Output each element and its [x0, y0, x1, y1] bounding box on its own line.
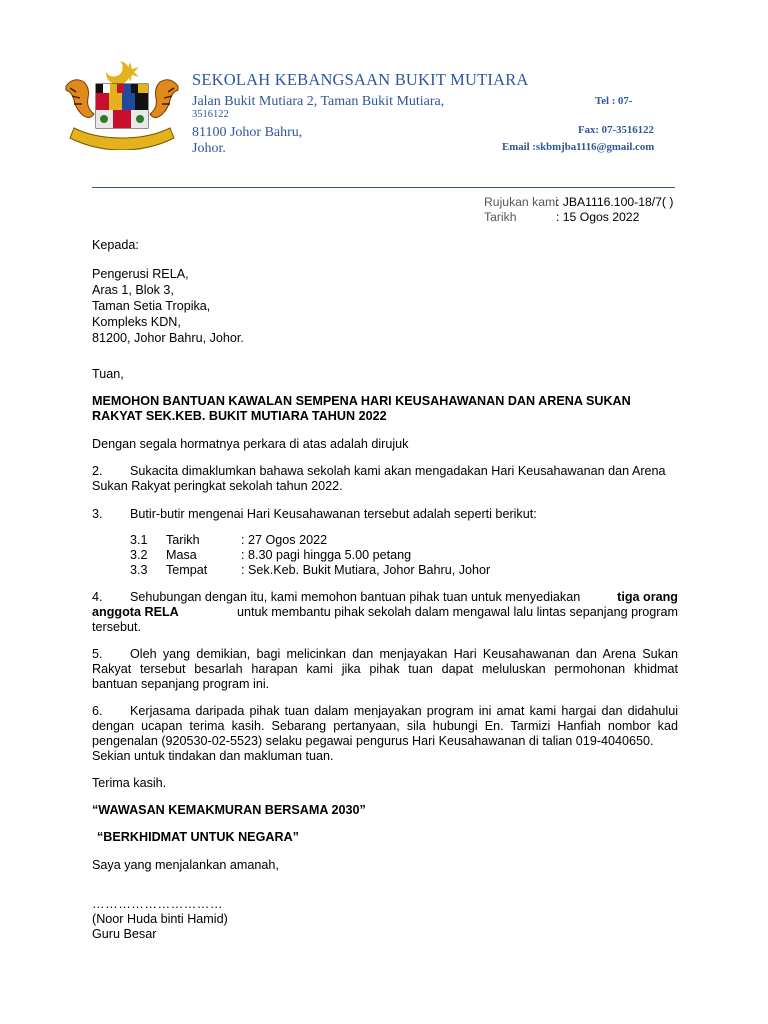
paragraph-6-line-4: Sekian untuk tindakan dan makluman tuan. — [92, 749, 334, 763]
detail-row-time — [0, 548, 768, 563]
paragraph-5-line-3: bantuan sepanjang program ini. — [92, 677, 270, 691]
paragraph-6-line-1: Kerjasama daripada pihak tuan dalam menjayakan program ini amat kami hargai dan didahului — [130, 704, 678, 718]
detail-number: 3.1 — [130, 533, 148, 547]
paragraph-5-line-1: Oleh yang demikian, bagi melicinkan dan menjayakan Hari Keusahawanan dan Arena Sukan — [130, 647, 678, 661]
detail-row-date — [0, 533, 768, 548]
detail-label: Tarikh — [166, 533, 200, 547]
recipient-line: Pengerusi RELA, — [92, 267, 189, 281]
recipient-line: Aras 1, Blok 3, — [92, 283, 174, 297]
paragraph-2-line-1: Sukacita dimaklumkan bahawa sekolah kami akan mengadakan Hari Keusahawanan dan Arena — [130, 464, 666, 478]
tel-continuation: 3516122 — [192, 109, 229, 120]
recipient-line: Taman Setia Tropika, — [92, 299, 211, 313]
telephone: Tel : 07- — [595, 95, 633, 107]
detail-number: 3.3 — [130, 563, 148, 577]
email: Email :skbmjba1116@gmail.com — [502, 141, 655, 153]
detail-value: : 8.30 pagi hingga 5.00 petang — [241, 548, 412, 562]
paragraph-6-line-2: dengan ucapan terima kasih. Sebarang pertanyaan, sila hubungi En. Tarmizi Hanfiah nombor kad — [92, 719, 678, 733]
detail-value: : 27 Ogos 2022 — [241, 533, 328, 547]
address-line-2: 81100 Johor Bahru, — [192, 125, 303, 140]
salutation: Tuan, — [92, 367, 124, 381]
thanks: Terima kasih. — [92, 776, 167, 790]
paragraph-number: 3. — [92, 507, 103, 521]
detail-label: Masa — [166, 548, 197, 562]
paragraph-4-line-1 — [130, 590, 678, 605]
date-value: : 15 Ogos 2022 — [556, 210, 640, 224]
signature-line: ………………………… — [92, 897, 223, 911]
kepada-label: Kepada: — [92, 238, 139, 252]
fax: Fax: 07-3516122 — [578, 124, 654, 136]
subject-line-1: MEMOHON BANTUAN KAWALAN SEMPENA HARI KEUSAHAWANAN DAN ARENA SUKAN — [92, 394, 631, 408]
school-name: SEKOLAH KEBANGSAAN BUKIT MUTIARA — [192, 70, 529, 89]
letterhead-divider — [92, 177, 675, 188]
paragraph-6-line-3: pengenalan (920530-02-5523) selaku pegawai pengurus Hari Keusahawanan di talian 019-4040650. — [92, 734, 654, 748]
date-label: Tarikh — [484, 210, 517, 224]
recipient-line: 81200, Johor Bahru, Johor. — [92, 331, 244, 345]
paragraph-4-emphasis: tiga orang — [617, 590, 678, 604]
slogan-1: “WAWASAN KEMAKMURAN BERSAMA 2030” — [92, 803, 366, 817]
detail-row-venue — [0, 563, 768, 578]
slogan-2: “BERKHIDMAT UNTUK NEGARA” — [97, 830, 299, 844]
paragraph-number: 4. — [92, 590, 103, 604]
recipient-line: Kompleks KDN, — [92, 315, 181, 329]
intro-paragraph: Dengan segala hormatnya perkara di atas adalah dirujuk — [92, 437, 409, 451]
subject-line-2: RAKYAT SEK.KEB. BUKIT MUTIARA TAHUN 2022 — [92, 409, 387, 423]
paragraph-4-emphasis: anggota RELA — [92, 605, 179, 619]
paragraph-number: 6. — [92, 704, 103, 718]
signer-title: Guru Besar — [92, 927, 157, 941]
paragraph-4-line-2 — [92, 605, 678, 620]
paragraph-number: 2. — [92, 464, 103, 478]
paragraph-4-text: Sehubungan dengan itu, kami memohon bantuan pihak tuan untuk menyediakan — [130, 590, 581, 604]
detail-number: 3.2 — [130, 548, 148, 562]
detail-label: Tempat — [166, 563, 208, 577]
detail-value: : Sek.Keb. Bukit Mutiara, Johor Bahru, Johor — [241, 563, 491, 577]
paragraph-number: 5. — [92, 647, 103, 661]
address-line-1: Jalan Bukit Mutiara 2, Taman Bukit Mutiara, — [192, 94, 445, 109]
reference-label: Rujukan kami — [484, 195, 558, 209]
paragraph-4-line-3: tersebut. — [92, 620, 142, 634]
closing: Saya yang menjalankan amanah, — [92, 858, 279, 872]
paragraph-2-line-2: Sukan Rakyat peringkat sekolah tahun 2022. — [92, 479, 343, 493]
paragraph-5-line-2: Rakyat tersebut besarlah harapan kami jika pihak tuan dapat meluluskan permohonan khidmat — [92, 662, 678, 676]
address-line-3: Johor. — [192, 141, 226, 156]
paragraph-3-text: Butir-butir mengenai Hari Keusahawanan tersebut adalah seperti berikut: — [130, 507, 537, 521]
malaysia-crest-logo — [60, 58, 184, 150]
reference-value: : JBA1116.100-18/7( ) — [556, 195, 674, 209]
paragraph-4-text: untuk membantu pihak sekolah dalam mengawal lalu lintas sepanjang program — [236, 605, 678, 619]
signer-name: (Noor Huda binti Hamid) — [92, 912, 228, 926]
